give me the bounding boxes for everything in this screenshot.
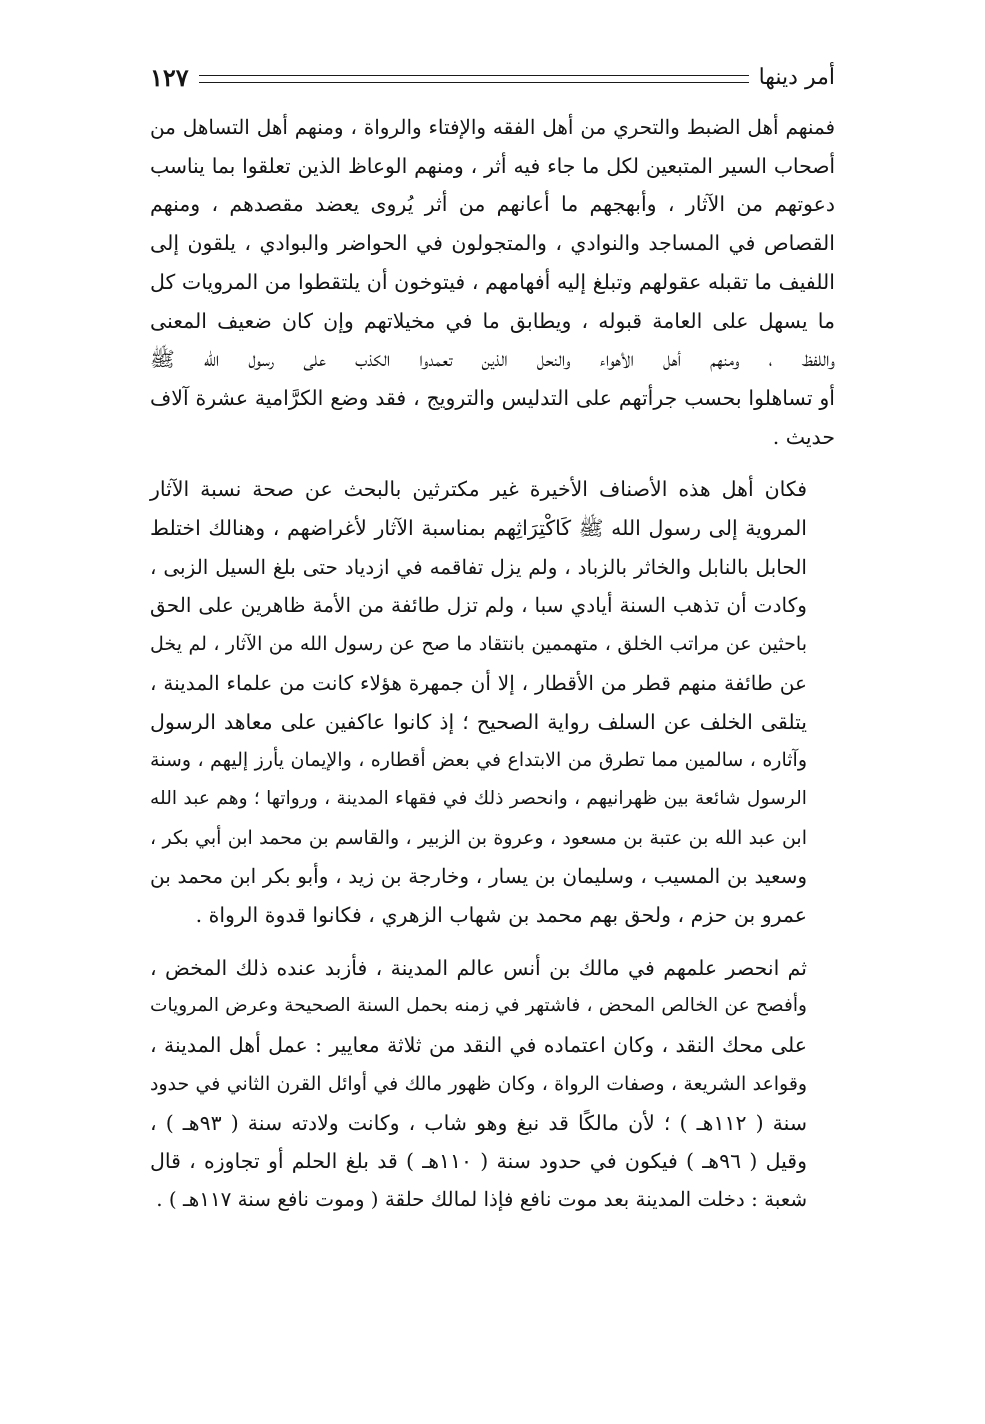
text-line: سنة ( ١١٢هـ ) ؛ لأن مالكًا قد نبغ وهو شاب ، وكانت ولادته سنة ( ٩٣هـ ) ، xyxy=(150,1110,808,1135)
text-line: عمرو بن حزم ، ولحق بهم محمد بن شهاب الزهري ، فكانوا قدوة الرواة . xyxy=(195,903,807,928)
text-line: يتلقى الخلف عن السلف رواية الصحيح ؛ إذ كانوا عاكفين على معاهد الرسول xyxy=(150,709,807,734)
text-line: باحثين عن مراتب الخلق ، متهممين بانتقاد ما صح عن رسول الله من الآثار ، لم يخل xyxy=(150,633,807,656)
text-line: وأفصح عن الخالص المحض ، فاشتهر في زمنه بحمل السنة الصحيحة وعرض المرويات xyxy=(150,995,807,1017)
page-number: ١٢٧ xyxy=(150,62,189,92)
running-header xyxy=(150,60,835,94)
text-line: وكادت أن تذهب السنة أيادي سبا ، ولم تزل طائفة من الأمة ظاهرين على الحق xyxy=(150,593,807,618)
text-line: وسعيد بن المسيب ، وسليمان بن يسار ، وخارجة بن زيد ، وأبو بكر ابن محمد بن xyxy=(150,864,807,889)
running-title: أمر دينها xyxy=(758,64,835,90)
text-line: واللفظ ، ومنهم أهل الأهواء والنحل الذين تعمدوا الكذب على رسول الله ﷺ xyxy=(150,347,835,372)
text-line: على محك النقد ، وكان اعتماده في النقد من ثلاثة معايير : عمل أهل المدينة ، xyxy=(150,1033,807,1058)
paragraph-2 xyxy=(150,470,835,934)
text-line: المروية إلى رسول الله ﷺ كَاكْتِرَاثِهم بمناسبة الآثار لأغراضهم ، وهنالك اختلط xyxy=(150,516,807,541)
text-line: ما يسهل على العامة قبوله ، ويطابق ما في مخيلاتهم وإن كان ضعيف المعنى xyxy=(150,308,835,333)
paragraph-3 xyxy=(150,949,835,1220)
text-line: وقواعد الشريعة ، وصفات الرواة ، وكان ظهور مالك في أوائل القرن الثاني في حدود xyxy=(150,1072,807,1095)
header-double-rule xyxy=(199,75,749,83)
text-line: شعبة : دخلت المدينة بعد موت نافع فإذا لمالك حلقة ( وموت نافع سنة ١١٧هـ ) . xyxy=(156,1187,807,1211)
paragraph-1 xyxy=(150,108,835,456)
text-line: ثم انحصر علمهم في مالك بن أنس عالم المدينة ، فأزبد عنده ذلك المخض ، xyxy=(150,955,807,980)
text-line: عن طائفة منهم قطر من الأقطار ، إلا أن جمهرة هؤلاء كانت من علماء المدينة ، xyxy=(150,670,807,695)
text-line: فمنهم أهل الضبط والتحري من أهل الفقه والإفتاء والرواة ، ومنهم أهل التساهل من xyxy=(150,115,835,139)
text-line: أو تساهلوا بحسب جرأتهم على التدليس والترويج ، فقد وضع الكرَّامية عشرة آلاف xyxy=(150,385,835,410)
text-line: الرسول شائعة بين ظهرانيهم ، وانحصر ذلك في فقهاء المدينة ، ورواتها ؛ وهم عبد الله xyxy=(150,787,807,809)
text-line: وآثاره ، سالمين مما تطرق من الابتداع في بعض أقطاره ، والإيمان يأرز إليهم ، وسنة xyxy=(150,749,807,772)
text-line: حديث . xyxy=(772,424,835,449)
text-line: فكان أهل هذه الأصناف الأخيرة غير مكترثين بالبحث عن صحة نسبة الآثار xyxy=(150,477,807,502)
text-line: القصاص في المساجد والنوادي ، والمتجولون في الحواضر والبوادي ، يلقون إلى xyxy=(150,231,835,256)
text-line: الحابل بالنابل والخاثر بالزباد ، ولم يزل تفاقمه في ازدياد حتى بلغ السيل الزبى ، xyxy=(150,554,807,579)
text-line: ابن عبد الله بن عتبة بن مسعود ، وعروة بن الزبير ، والقاسم بن محمد ابن أبي بكر ، xyxy=(150,826,807,849)
text-line: دعوتهم من الآثار ، وأبهجهم ما أعانهم من أثر يُروى يعضد مقصدهم ، ومنهم xyxy=(150,192,836,217)
text-line: اللفيف ما تقبله عقولهم وتبلغ إليه أفهامهم ، فيتوخون أن يلتقطوا من المرويات كل xyxy=(150,269,835,294)
text-line: وقيل ( ٩٦هـ ) فيكون في حدود سنة ( ١١٠هـ ) قد بلغ الحلم أو تجاوزه ، قال xyxy=(150,1149,807,1174)
text-line: أصحاب السير المتبعين لكل ما جاء فيه أثر ، ومنهم الوعاظ الذين تعلقوا بما يناسب xyxy=(150,153,835,178)
body-text xyxy=(150,108,835,1234)
